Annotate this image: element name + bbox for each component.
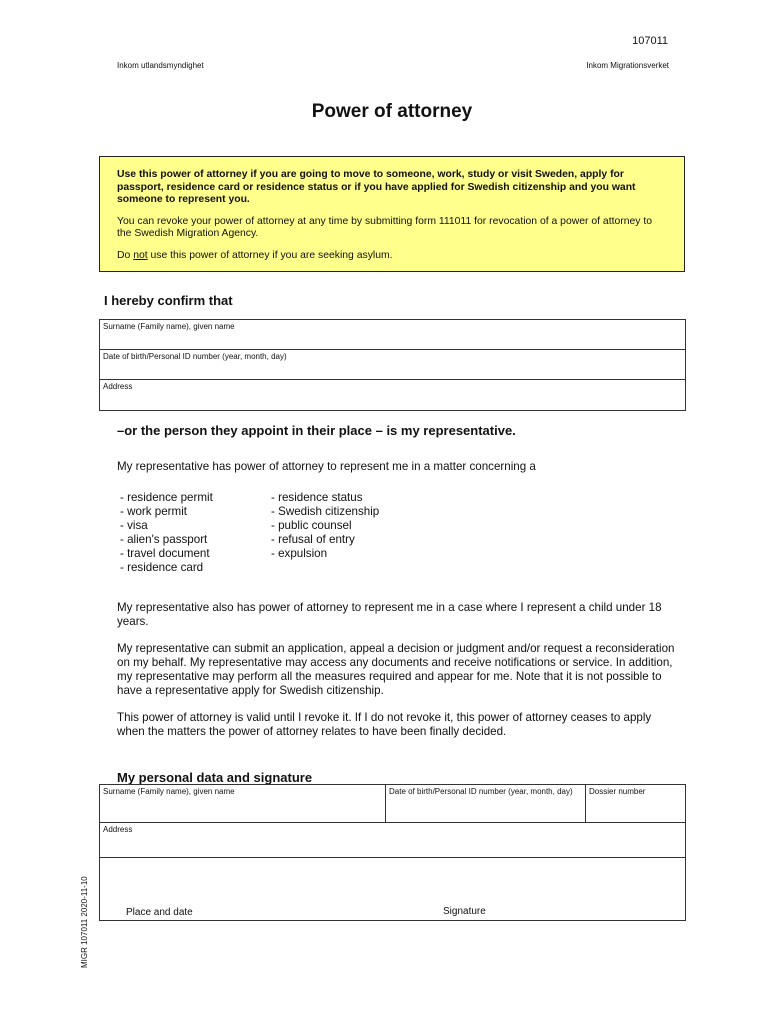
signer-dob-label: Date of birth/Personal ID number (year, month, day) bbox=[389, 787, 573, 796]
signer-address-field[interactable] bbox=[100, 823, 685, 857]
form-version-code: MIGR 107011 2020-11-10 bbox=[80, 876, 89, 968]
list-item: - refusal of entry bbox=[271, 533, 355, 546]
confirm-heading: I hereby confirm that bbox=[104, 293, 233, 308]
representative-address-label: Address bbox=[103, 382, 133, 391]
signature-heading: My personal data and signature bbox=[117, 770, 313, 785]
representative-address-field[interactable] bbox=[100, 380, 685, 410]
signer-dob-field[interactable] bbox=[386, 785, 585, 822]
not-emphasis: not bbox=[133, 249, 148, 261]
list-item: - residence status bbox=[271, 491, 363, 504]
notice-usage-text: Use this power of attorney if you are going to move to someone, work, study or visit Sweden, apply for passport, residence card or residence status or if you have applied for Swedish citizenship and you want someone to represent you. bbox=[117, 169, 636, 205]
representative-name-field[interactable] bbox=[100, 320, 685, 350]
representative-dob-label: Date of birth/Personal ID number (year, month, day) bbox=[103, 352, 287, 361]
child-case-text: My representative also has power of attorney to represent me in a case where I represent a child under 18 years. bbox=[117, 601, 662, 628]
place-date-field[interactable] bbox=[100, 858, 400, 920]
signer-name-field[interactable] bbox=[100, 785, 385, 822]
list-item: - residence permit bbox=[120, 491, 213, 504]
representative-heading: –or the person they appoint in their place – is my representative. bbox=[117, 423, 516, 438]
validity-text: This power of attorney is valid until I revoke it. If I do not revoke it, this power of attorney ceases to apply when the matters the power of attorney relates to have been finally decided. bbox=[117, 711, 652, 738]
notice-revoke-text: You can revoke your power of attorney at any time by submitting form 111011 for revocation of a power of attorney to the Swedish Migration Agency. bbox=[117, 215, 653, 239]
received-migration-agency-label: Inkom Migrationsverket bbox=[586, 61, 669, 70]
list-item: - expulsion bbox=[271, 547, 328, 560]
representative-powers-text: My representative can submit an application, appeal a decision or judgment and/or request a reconsideration on my behalf. My representative may access any documents and receive notifications or service. In addition, my representative may perform all the measures required and appear for me. Note that it is not possible to have a representative apply for Swedish citizenship. bbox=[117, 642, 675, 697]
form-number: 107011 bbox=[632, 35, 668, 47]
representative-name-label: Surname (Family name), given name bbox=[103, 322, 235, 331]
signature-label: Signature bbox=[443, 906, 486, 917]
list-item: - alien's passport bbox=[120, 533, 208, 546]
confirm-fields-box bbox=[99, 319, 686, 411]
list-item: - visa bbox=[120, 519, 148, 532]
page-title: Power of attorney bbox=[311, 101, 473, 122]
notice-asylum-text: Do not use this power of attorney if you are seeking asylum. bbox=[117, 249, 393, 261]
matters-list-left bbox=[120, 491, 213, 575]
signer-address-label: Address bbox=[103, 825, 133, 834]
dossier-number-field[interactable] bbox=[586, 785, 685, 822]
representative-dob-field[interactable] bbox=[100, 350, 685, 380]
received-embassy-label: Inkom utlandsmyndighet bbox=[117, 61, 204, 70]
list-item: - travel document bbox=[120, 547, 210, 560]
list-item: - Swedish citizenship bbox=[271, 505, 380, 518]
list-item: - public counsel bbox=[271, 519, 352, 532]
notice-box bbox=[99, 156, 685, 272]
matters-list-right bbox=[271, 491, 379, 561]
list-item: - residence card bbox=[120, 561, 204, 574]
list-item: - work permit bbox=[120, 505, 187, 518]
signature-box bbox=[99, 784, 686, 921]
place-date-label: Place and date bbox=[126, 907, 193, 918]
matters-intro: My representative has power of attorney to represent me in a matter concerning a bbox=[117, 460, 536, 473]
signer-name-label: Surname (Family name), given name bbox=[103, 787, 235, 796]
dossier-number-label: Dossier number bbox=[589, 787, 646, 796]
signature-field[interactable] bbox=[400, 858, 685, 920]
